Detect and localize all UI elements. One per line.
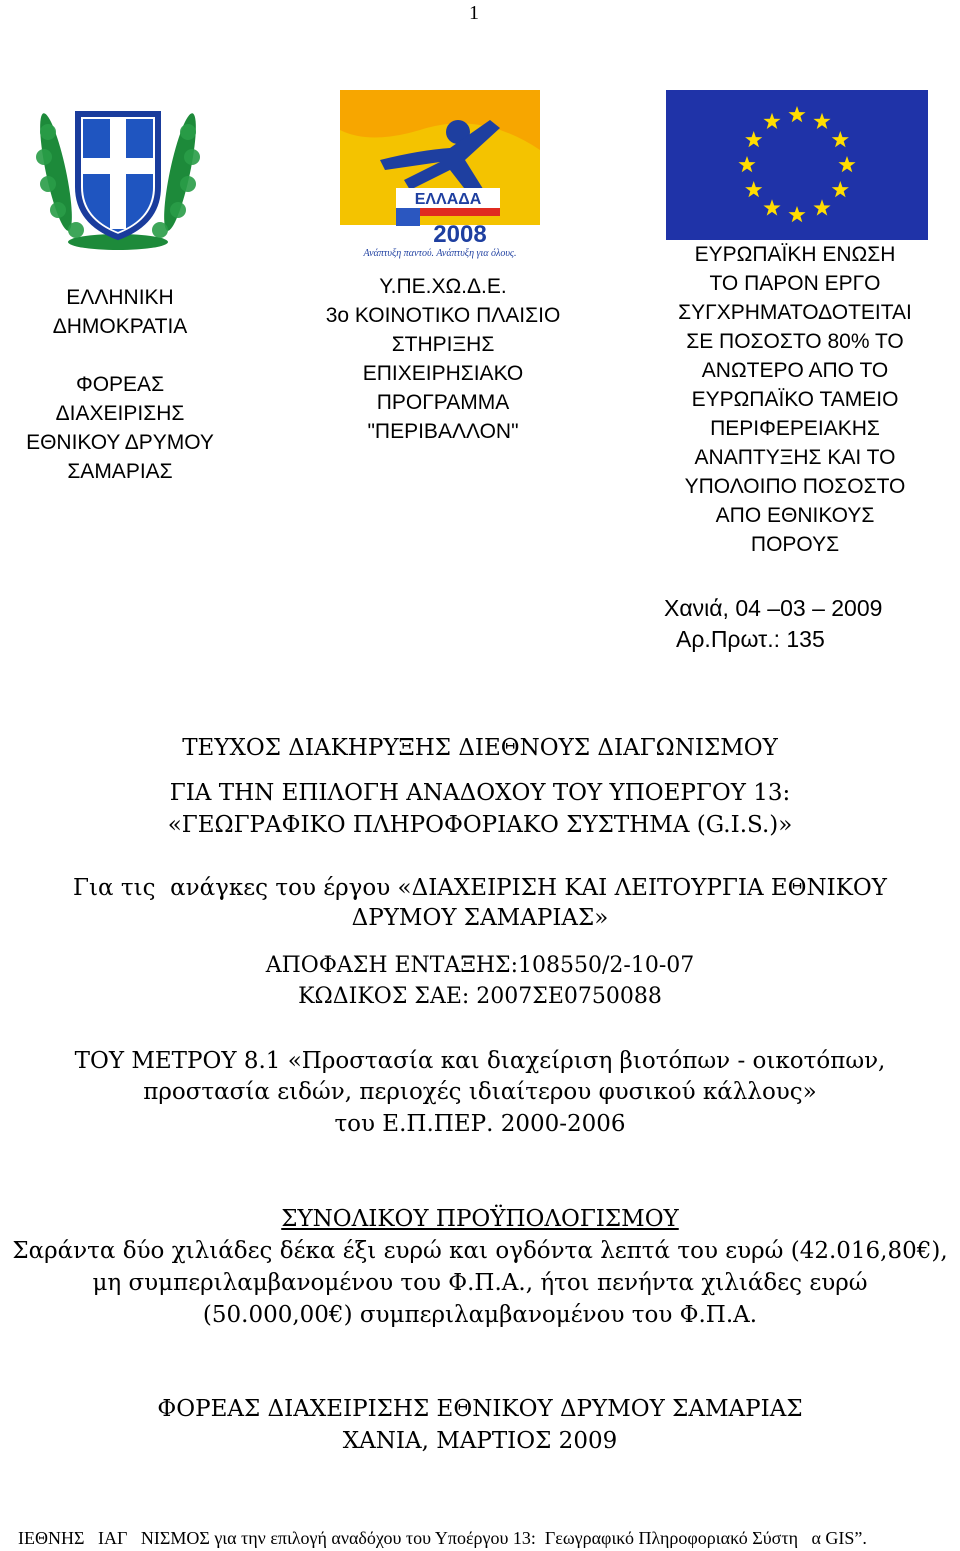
decision-line1: ΑΠΟΦΑΣΗ ΕΝΤΑΞΗΣ:108550/2-10-07 xyxy=(265,953,695,978)
right-line4: ΣΕ ΠΟΣΟΣΤΟ 80% ΤΟ xyxy=(686,330,904,353)
right-line2: ΤΟ ΠΑΡΟΝ ΕΡΓΟ xyxy=(709,272,881,295)
eu-star-icon xyxy=(763,113,780,129)
eu-star-icon xyxy=(813,113,830,129)
page-number: 1 xyxy=(469,2,479,24)
right-line6: ΕΥΡΩΠΑΪΚΟ ΤΑΜΕΙΟ xyxy=(691,388,899,411)
right-line1: ΕΥΡΩΠΑΪΚΗ ΕΝΩΣΗ xyxy=(694,243,896,266)
title-line3: «ΓΕΩΓΡΑΦΙΚΟ ΠΛΗΡΟΦΟΡΙΑΚΟ ΣΥΣΤΗΜΑ (G.I.S.)» xyxy=(167,812,793,838)
right-header xyxy=(640,240,950,559)
middle-line2: 3ο ΚΟΙΝΟΤΙΚΟ ΠΛΑΙΣΙΟ xyxy=(325,304,561,327)
right-line5: ΑΝΩΤΕΡΟ ΑΠΟ ΤΟ xyxy=(701,359,889,382)
greece2008-word: ΕΛΛΑΔΑ xyxy=(414,191,482,208)
right-line11: ΠΟΡΟΥΣ xyxy=(750,533,840,556)
right-line3: ΣΥΓΧΡΗΜΑΤΟΔΟΤΕΙΤΑΙ xyxy=(678,301,912,324)
eu-star-icon xyxy=(763,199,780,215)
right-line8: ΑΝΑΠΤΥΞΗΣ ΚΑΙ ΤΟ xyxy=(694,446,896,469)
date-line: Χανιά, 04 –03 – 2009 xyxy=(664,595,883,621)
greek-coat-of-arms-icon xyxy=(28,92,208,252)
eu-star-icon xyxy=(813,199,830,215)
greece2008-year: 2008 xyxy=(433,221,487,248)
eu-star-icon xyxy=(838,156,855,172)
eu-star-icon xyxy=(788,106,805,122)
greece-2008-logo xyxy=(340,90,540,260)
budget-title: ΣΥΝΟΛΙΚΟΥ ΠΡΟΫΠΟΛΟΓΙΣΜΟΥ xyxy=(281,1206,679,1232)
measure-line1: ΤΟΥ ΜΕΤΡΟΥ 8.1 «Προστασία και διαχείριση βιοτόπων - οικοτόπων, xyxy=(74,1048,886,1074)
title-line2: ΓΙΑ ΤΗΝ ΕΠΙΛΟΓΗ ΑΝΑΔΟΧΟΥ ΤΟΥ ΥΠΟΕΡΓΟΥ 13: xyxy=(169,780,791,806)
eu-star-icon xyxy=(832,131,849,147)
budget-line2: μη συμπεριλαμβανομένου του Φ.Π.Α., ήτοι πενήντα χιλιάδες ευρώ xyxy=(92,1270,868,1296)
left-line1: ΕΛΛΗΝΙΚΗ xyxy=(66,286,174,309)
left-header xyxy=(20,283,220,486)
left-line2: ΔΗΜΟΚΡΑΤΙΑ xyxy=(52,315,188,338)
middle-line4: ΕΠΙΧΕΙΡΗΣΙΑΚΟ xyxy=(362,362,524,385)
budget-line1: Σαράντα δύο χιλιάδες δέκα έξι ευρώ και ογδόντα λεπτά του ευρώ (42.016,80€), xyxy=(12,1238,948,1264)
footer-text: ΙΕΘΝΗΣ ΙΑΓ ΝΙΣΜΟΣ για την επιλογή αναδόχου του Υποέργου 13: Γεωγραφικό Πληροφοριακό Σύστη α GIS”. xyxy=(18,1528,867,1548)
middle-header xyxy=(284,272,602,446)
eu-star-icon xyxy=(745,181,762,197)
budget-line3: (50.000,00€) συμπεριλαμβανομένου του Φ.Π.Α. xyxy=(202,1302,758,1328)
needs-line2: ΔΡΥΜΟΥ ΣΑΜΑΡΙΑΣ» xyxy=(351,905,609,931)
eu-star-icon xyxy=(832,181,849,197)
middle-line3: ΣΤΗΡΙΞΗΣ xyxy=(391,333,495,356)
greece2008-caption: Ανάπτυξη παντού. Ανάπτυξη για όλους. xyxy=(363,248,517,259)
closing-line2: ΧΑΝΙΑ, ΜΑΡΤΙΟΣ 2009 xyxy=(342,1428,618,1454)
eu-flag-icon xyxy=(666,90,928,240)
right-line9: ΥΠΟΛΟΙΠΟ ΠΟΣΟΣΤΟ xyxy=(684,475,906,498)
left-line4: ΔΙΑΧΕΙΡΙΣΗΣ xyxy=(55,402,185,425)
left-line6: ΣΑΜΑΡΙΑΣ xyxy=(67,460,173,483)
left-line5: ΕΘΝΙΚΟΥ ΔΡΥΜΟΥ xyxy=(26,431,214,454)
eu-star-icon xyxy=(738,156,755,172)
title-line1: ΤΕΥΧΟΣ ΔΙΑΚΗΡΥΞΗΣ ΔΙΕΘΝΟΥΣ ΔΙΑΓΩΝΙΣΜΟΥ xyxy=(182,735,778,761)
right-line7: ΠΕΡΙΦΕΡΕΙΑΚΗΣ xyxy=(710,417,880,440)
closing-line1: ΦΟΡΕΑΣ ΔΙΑΧΕΙΡΙΣΗΣ ΕΘΝΙΚΟΥ ΔΡΥΜΟΥ ΣΑΜΑΡΙΑΣ xyxy=(157,1396,803,1422)
eu-stars xyxy=(666,90,928,240)
right-line10: ΑΠΟ ΕΘΝΙΚΟΥΣ xyxy=(715,504,875,527)
eu-star-icon xyxy=(745,131,762,147)
decision-line2: ΚΩΔΙΚΟΣ ΣΑΕ: 2007ΣΕ0750088 xyxy=(298,984,662,1009)
middle-line6: "ΠΕΡΙΒΑΛΛΟΝ" xyxy=(367,420,519,443)
left-line3: ΦΟΡΕΑΣ xyxy=(75,373,165,396)
eu-star-icon xyxy=(788,206,805,222)
middle-line1: Υ.ΠΕ.ΧΩ.Δ.Ε. xyxy=(379,275,507,298)
middle-line5: ΠΡΟΓΡΑΜΜΑ xyxy=(376,391,510,414)
protocol-number: Αρ.Πρωτ.: 135 xyxy=(676,626,825,652)
measure-line2: προστασία ειδών, περιοχές ιδιαίτερου φυσικού κάλλους» xyxy=(143,1079,817,1105)
measure-line3: του Ε.Π.ΠΕΡ. 2000-2006 xyxy=(334,1111,626,1137)
needs-line1: Για τις ανάγκες του έργου «ΔΙΑΧΕΙΡΙΣΗ ΚΑΙ ΛΕΙΤΟΥΡΓΙΑ ΕΘΝΙΚΟΥ xyxy=(73,875,887,901)
